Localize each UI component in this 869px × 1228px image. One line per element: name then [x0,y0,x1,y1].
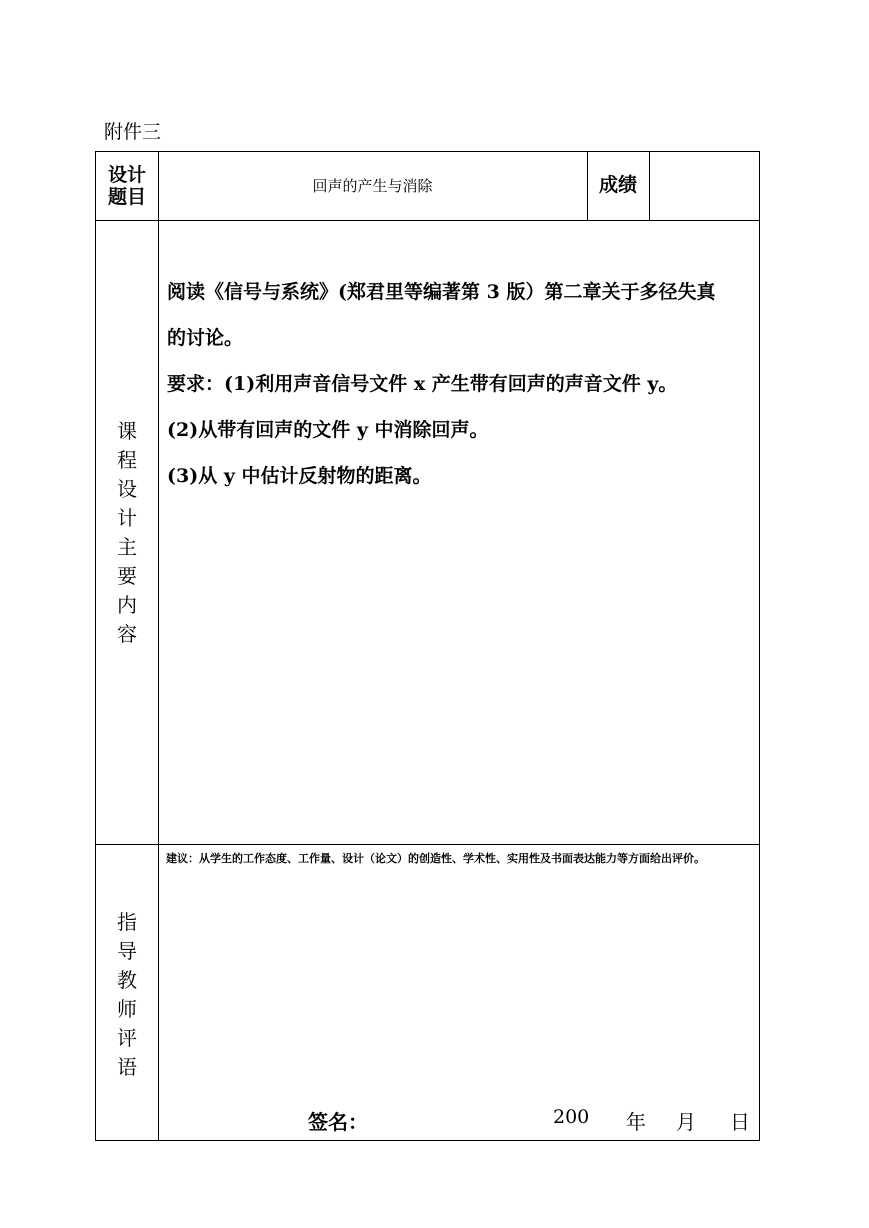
label-char: 课 [117,419,137,443]
evaluation-form-table [95,151,760,1141]
label-char: 要 [117,564,137,588]
content-line: 阅读《信号与系统》(郑君里等编著第 3 版）第二章关于多径失真 [167,281,716,303]
year-label: 年 [626,1110,646,1134]
row-divider-header [96,220,759,221]
row-divider-content [96,844,759,845]
content-line: (2)从带有回声的文件 y 中消除回声。 [167,419,489,441]
grade-label: 成绩 [598,174,637,196]
label-char: 指 [117,910,137,934]
signature-label: 签名： [308,1110,368,1134]
label-char: 设 [117,477,137,501]
advisor-comment-label [96,908,158,1082]
course-design-content-label [96,417,158,649]
content-line: 的讨论。 [167,327,244,349]
day-label: 日 [730,1110,750,1134]
label-char: 导 [117,939,137,963]
label-char: 教 [117,968,137,992]
comment-guidance-note: 建议：从学生的工作态度、工作量、设计（论文）的创造性、学术性、实用性及书面表达能力等方面给出评价。 [166,852,705,865]
attachment-label: 附件三 [104,121,162,143]
year-prefix: 200 [553,1106,590,1128]
label-char: 评 [117,1026,137,1050]
label-char: 师 [117,997,137,1021]
label-char: 内 [117,593,137,617]
label-char: 语 [117,1055,137,1079]
design-title-label: 设计 题目 [107,164,146,208]
label-char: 计 [117,506,137,530]
grade-value [649,152,759,220]
content-line: 要求：(1)利用声音信号文件 x 产生带有回声的声音文件 y。 [167,373,678,395]
label-char: 容 [117,622,137,646]
content-line: (3)从 y 中估计反射物的距离。 [167,465,432,487]
label-char: 程 [117,448,137,472]
label-char: 主 [117,535,137,559]
month-label: 月 [676,1110,696,1134]
design-title-value: 回声的产生与消除 [312,177,433,195]
course-design-content [167,269,757,499]
label-column-divider [158,152,159,1140]
